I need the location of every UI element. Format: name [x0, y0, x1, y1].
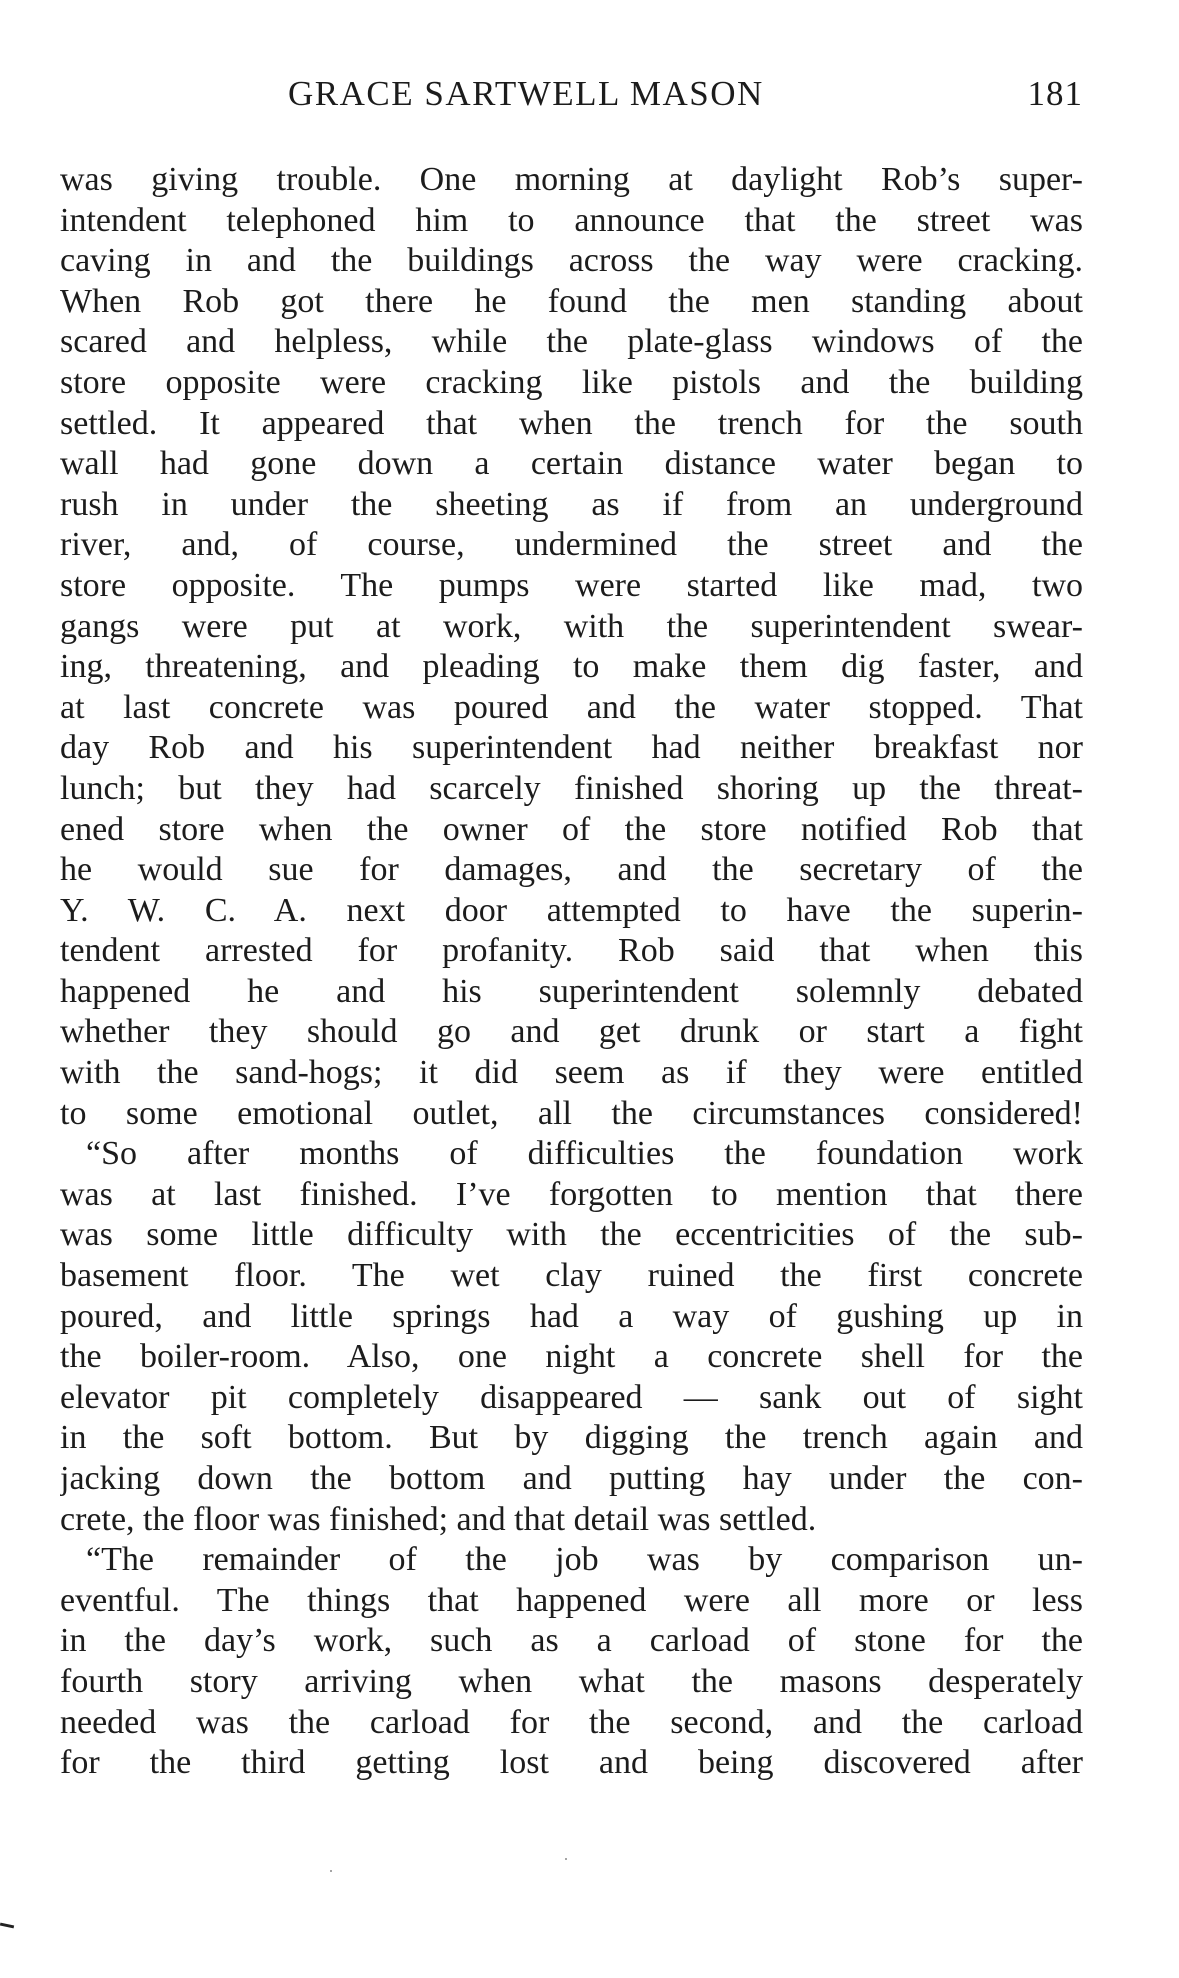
body-text: [60, 160, 1083, 1784]
text-line: needed was the carload for the second, and the carload: [60, 1703, 1083, 1741]
text-line: at last concrete was poured and the water stopped. That: [60, 688, 1083, 726]
text-line: was giving trouble. One morning at daylight Rob’s super-: [60, 161, 1083, 198]
text-line: fourth story arriving when what the masons desperately: [60, 1662, 1083, 1700]
text-line: settled. It appeared that when the trench for the south: [60, 404, 1083, 442]
text-line: for the third getting lost and being discovered after: [60, 1744, 1083, 1782]
scan-edge-mark: [0, 1923, 14, 1929]
text-line: ing, threatening, and pleading to make them dig faster, and: [60, 648, 1083, 686]
text-line: elevator pit completely disappeared — sank out of sight: [60, 1378, 1083, 1416]
text-line: rush in under the sheeting as if from an underground: [60, 485, 1083, 523]
text-line: basement floor. The wet clay ruined the first concrete: [60, 1257, 1083, 1295]
text-line: happened he and his superintendent solemnly debated: [60, 972, 1083, 1010]
text-line: in the day’s work, such as a carload of stone for the: [60, 1622, 1083, 1660]
text-line: lunch; but they had scarcely finished shoring up the threat-: [60, 769, 1083, 807]
running-head: [60, 74, 1083, 124]
text-line: to some emotional outlet, all the circumstances considered!: [60, 1094, 1083, 1132]
text-line: eventful. The things that happened were all more or less: [60, 1581, 1083, 1619]
text-line: store opposite were cracking like pistols and the building: [60, 363, 1083, 401]
text-line: store opposite. The pumps were started like mad, two: [60, 566, 1083, 604]
running-title: GRACE SARTWELL MASON: [288, 74, 764, 113]
text-line: was at last finished. I’ve forgotten to mention that there: [60, 1175, 1083, 1213]
text-line: “The remainder of the job was by comparison un-: [86, 1541, 1083, 1579]
text-line: day Rob and his superintendent had neither breakfast nor: [60, 729, 1083, 767]
text-line: jacking down the bottom and putting hay under the con-: [60, 1460, 1083, 1497]
text-line: with the sand-hogs; it did seem as if they were entitled: [60, 1054, 1083, 1092]
text-line: poured, and little springs had a way of gushing up in: [60, 1297, 1083, 1335]
text-line: scared and helpless, while the plate-glass windows of the: [60, 323, 1083, 361]
text-line: Y. W. C. A. next door attempted to have the superin-: [60, 891, 1083, 929]
text-line: “So after months of difficulties the foundation work: [86, 1135, 1083, 1173]
text-line: When Rob got there he found the men standing about: [60, 282, 1083, 320]
text-line: whether they should go and get drunk or start a fight: [60, 1013, 1083, 1051]
text-line: in the soft bottom. But by digging the trench again and: [60, 1419, 1083, 1457]
text-line: river, and, of course, undermined the street and the: [60, 526, 1083, 564]
text-line: ened store when the owner of the store notified Rob that: [60, 810, 1083, 848]
text-line: he would sue for damages, and the secretary of the: [60, 851, 1083, 889]
text-line: caving in and the buildings across the way were cracking.: [60, 242, 1083, 280]
text-line: intendent telephoned him to announce that the street was: [60, 201, 1083, 239]
page-number: 181: [1027, 74, 1083, 113]
text-line: was some little difficulty with the eccentricities of the sub-: [60, 1216, 1083, 1254]
scan-speck: [565, 1858, 567, 1860]
text-line: wall had gone down a certain distance water began to: [60, 445, 1083, 483]
text-line: crete, the floor was finished; and that detail was settled.: [60, 1500, 817, 1538]
text-line: gangs were put at work, with the superintendent swear-: [60, 607, 1083, 645]
text-line: the boiler-room. Also, one night a concrete shell for the: [60, 1338, 1083, 1376]
text-line: tendent arrested for profanity. Rob said that when this: [60, 932, 1083, 970]
scan-speck: [330, 1870, 332, 1872]
